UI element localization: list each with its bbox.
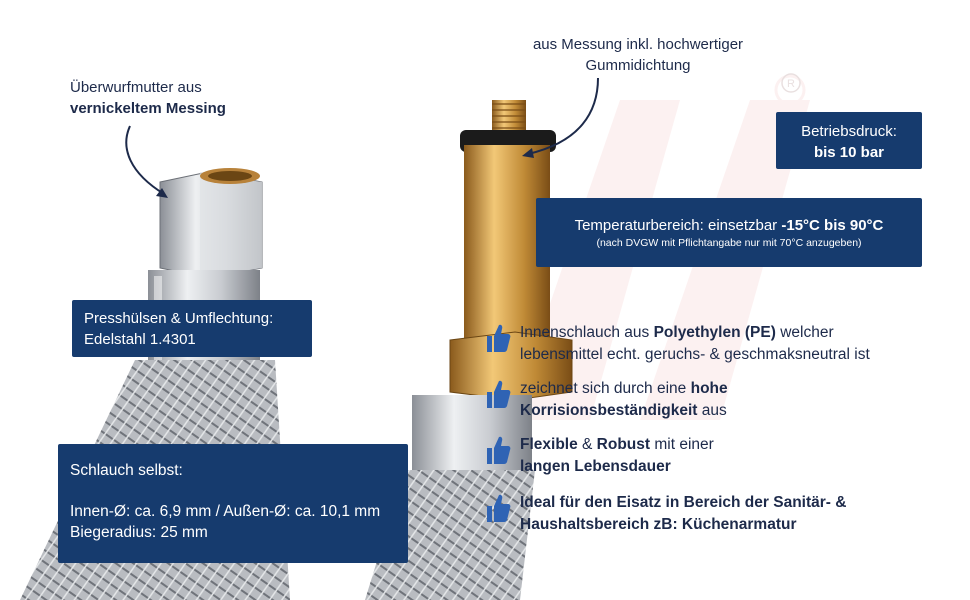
hose-box <box>58 444 408 563</box>
pressure-line2: bis 10 bar <box>813 144 885 161</box>
svg-text:R: R <box>787 78 795 90</box>
feature-text: zeichnet sich durch eine hohe Korrisionsbeständigkeit aus <box>520 380 728 419</box>
temperature-box <box>536 198 922 267</box>
sleeve-line2: Edelstahl 1.4301 <box>84 331 196 348</box>
feature-item-polyethylene <box>484 322 954 366</box>
feature-text: Innenschlauch aus Polyethylen (PE) welcher lebensmittel echt. geruchs- & geschmaksneutral ist <box>520 324 870 363</box>
thumbs-up-icon <box>484 378 512 410</box>
hose-line2: Biegeradius: 25 mm <box>70 524 208 541</box>
thumbs-up-icon <box>484 434 512 466</box>
temperature-line: Temperaturbereich: einsetzbar -15°C bis 90°C <box>574 217 884 234</box>
hose-line1: Innen-Ø: ca. 6,9 mm / Außen-Ø: ca. 10,1 mm <box>70 503 381 520</box>
hose-title: Schlauch selbst: <box>70 462 183 479</box>
curved-arrow-icon <box>520 72 610 162</box>
pressure-box <box>776 112 922 169</box>
sleeve-line1: Presshülsen & Umflechtung: <box>84 310 274 327</box>
nut-label-line2: vernickeltem Messing <box>70 100 226 117</box>
brass-label <box>508 34 768 76</box>
feature-item-flexible <box>484 434 954 478</box>
temperature-note: (nach DVGW mit Pflichtangabe nur mit 70°C anzugeben) <box>596 237 862 249</box>
brass-label-line2: Gummidichtung <box>585 57 691 74</box>
nut-label <box>70 77 226 119</box>
feature-item-usage <box>484 492 954 536</box>
curved-arrow-icon <box>120 118 180 208</box>
nut-label-line1: Überwurfmutter aus <box>70 79 202 96</box>
thumbs-up-icon <box>484 492 512 524</box>
feature-text: Ideal für den Eisatz in Bereich der Sanitär- & Haushaltsbereich zB: Küchenarmatur <box>520 494 847 533</box>
sleeve-box <box>72 300 312 357</box>
feature-text: Flexible & Robust mit einer langen Lebensdauer <box>520 436 714 475</box>
feature-item-corrosion <box>484 378 954 422</box>
thumbs-up-icon <box>484 322 512 354</box>
brass-label-line1: aus Messung inkl. hochwertiger <box>532 36 744 53</box>
pressure-line1: Betriebsdruck: <box>801 123 897 140</box>
